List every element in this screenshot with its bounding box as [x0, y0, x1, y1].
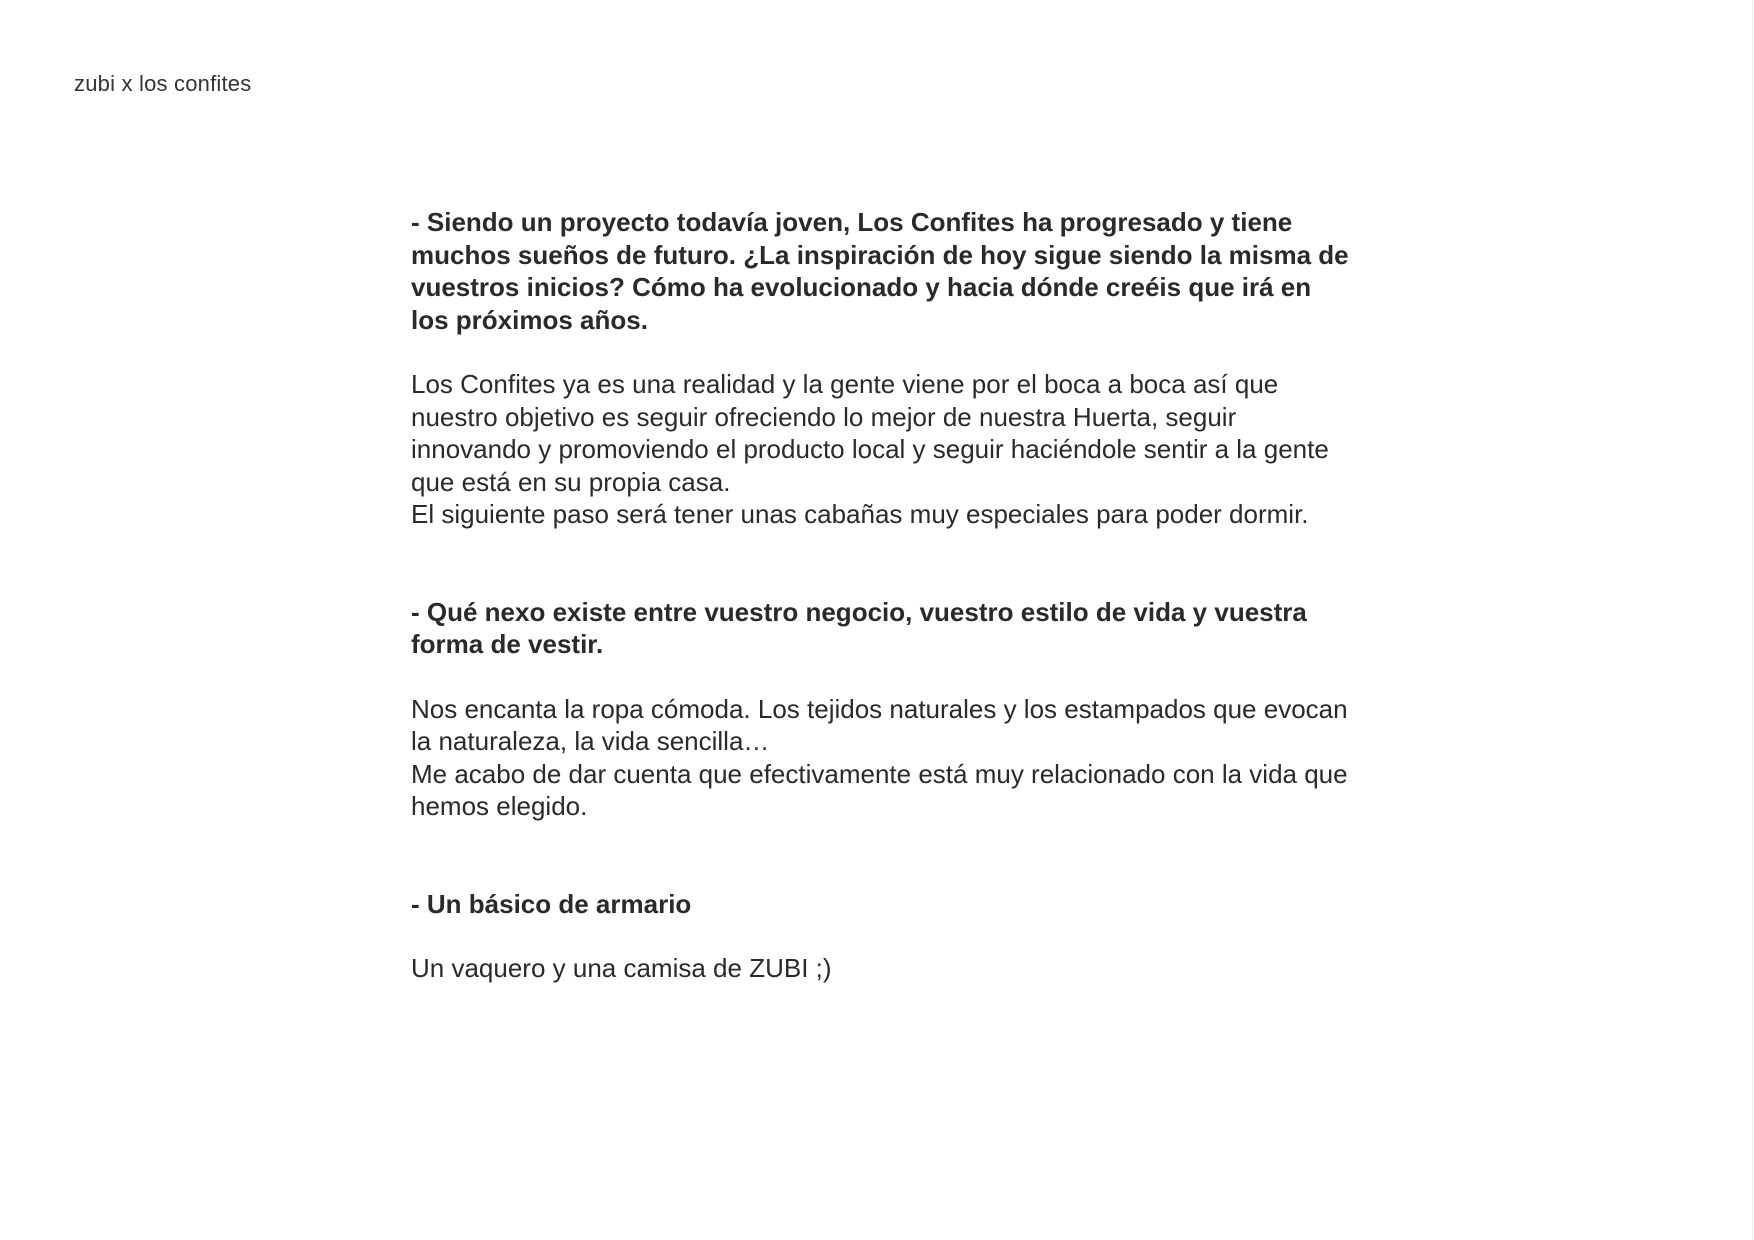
interview-section-3: [411, 888, 1351, 985]
question-1: - Siendo un proyecto todavía joven, Los Confites ha progresado y tiene muchos sueños de futuro. ¿La inspiración de hoy sigue siendo la misma de vuestros inicios? Cómo ha evolucionado y hacia dónde creéis que irá en los próximos años.: [411, 207, 1349, 335]
interview-content: [411, 206, 1351, 985]
answer-2-paragraph-2: Me acabo de dar cuenta que efectivamente está muy relacionado con la vida que hemos elegido.: [411, 758, 1348, 821]
question-2: - Qué nexo existe entre vuestro negocio, vuestro estilo de vida y vuestra forma de vestir.: [411, 596, 1307, 659]
question-3: - Un básico de armario: [411, 888, 692, 919]
answer-2-paragraph-1: Nos encanta la ropa cómoda. Los tejidos naturales y los estampados que evocan la naturaleza, la vida sencilla…: [411, 693, 1348, 756]
answer-1-paragraph-1: Los Confites ya es una realidad y la gente viene por el boca a boca así que nuestro objetivo es seguir ofreciendo lo mejor de nuestra Huerta, seguir innovando y promoviendo el producto local y seguir haciéndole sentir a la gente que está en su propia casa.: [411, 369, 1329, 497]
interview-section-1: [411, 206, 1351, 531]
answer-1-paragraph-2: El siguiente paso será tener unas cabañas muy especiales para poder dormir.: [411, 499, 1309, 529]
interview-section-2: [411, 596, 1351, 823]
page-edge-divider: [1752, 0, 1753, 1240]
answer-3-paragraph-1: Un vaquero y una camisa de ZUBI ;): [411, 953, 832, 983]
document-header: zubi x los confites: [74, 71, 252, 96]
